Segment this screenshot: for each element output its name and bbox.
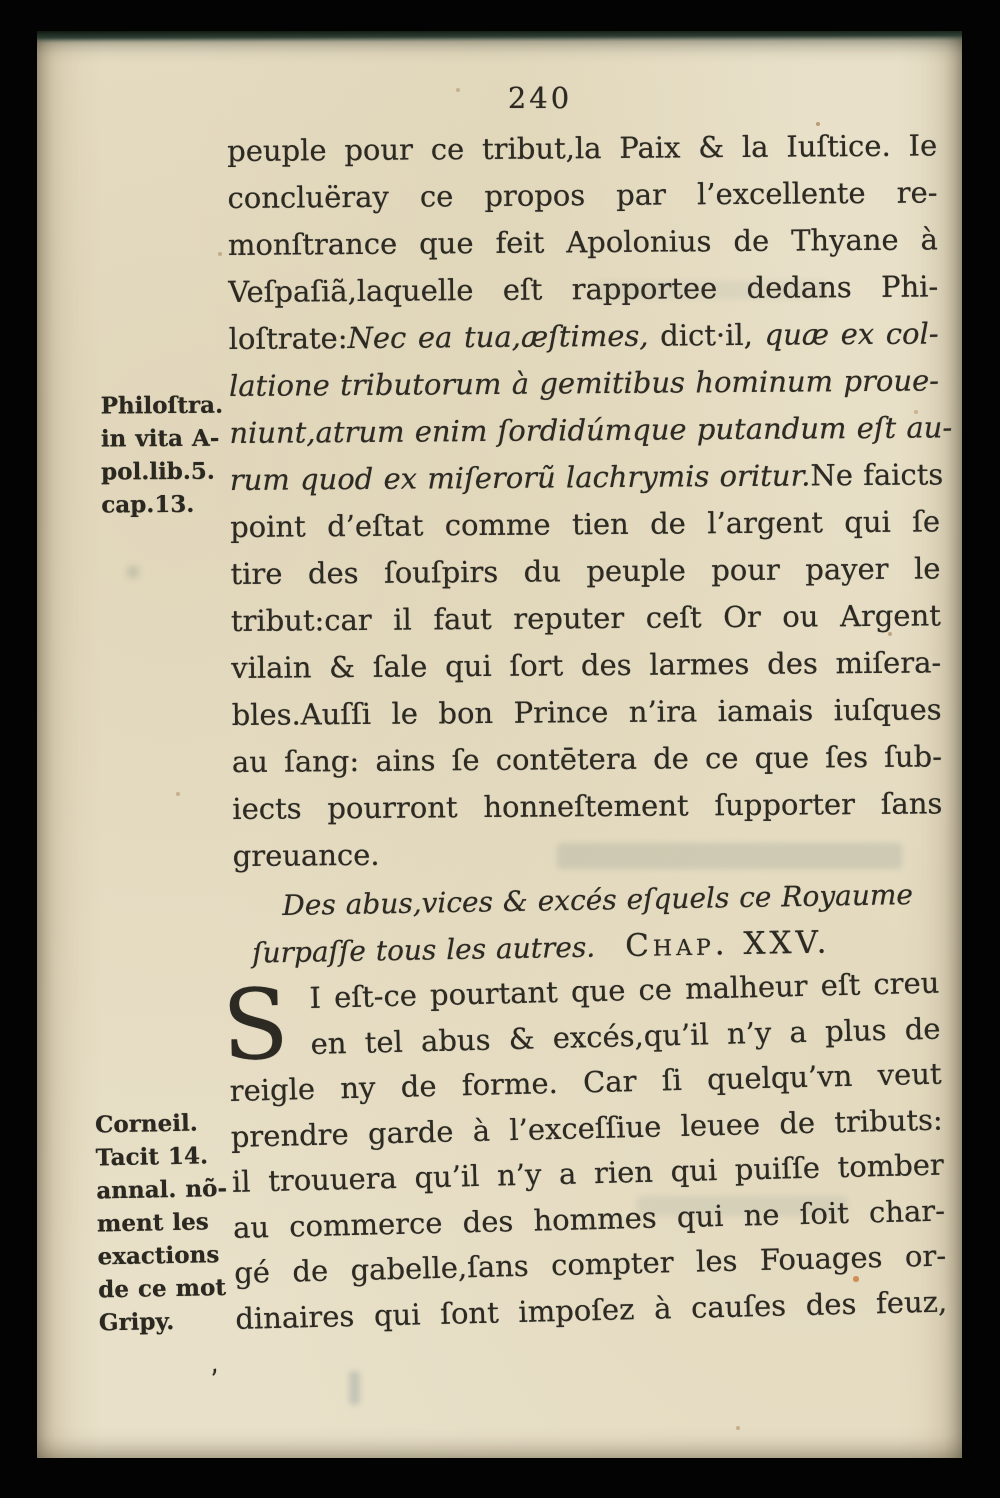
text-line xyxy=(229,357,939,410)
text-segment: latione tributorum à gemitibus hominum proue- xyxy=(228,363,940,403)
text-line xyxy=(101,455,241,489)
text-line xyxy=(230,498,940,551)
text-segment: Des abus,vices & excés eſquels ce Royaume xyxy=(282,878,914,923)
text-segment: exactions xyxy=(97,1241,220,1271)
text-line xyxy=(230,545,940,598)
text-segment: Tacit 14. xyxy=(95,1142,209,1172)
text-segment: pol.lib.5. xyxy=(101,457,215,486)
text-segment: Corneil. xyxy=(94,1109,198,1139)
text-line xyxy=(229,404,953,457)
text-segment: Chap. XXV. xyxy=(624,924,831,965)
text-segment: rum quod ex miſerorũ lachrymis oritur. xyxy=(229,458,811,497)
text-line xyxy=(101,389,241,423)
text-segment: en tel abus & excés,qu’il n’y a plus de xyxy=(310,1011,941,1061)
text-segment: concluëray ce propos par l’excellente re- xyxy=(227,175,938,215)
text-segment: vilain & ſale qui ſort des larmes des miſera- xyxy=(231,645,942,685)
text-line xyxy=(231,639,941,692)
text-line xyxy=(228,310,938,363)
text-segment: cap.13. xyxy=(101,490,195,519)
text-segment: Nec ea tua,æſtimes, xyxy=(347,318,649,356)
text-segment: Gripy. xyxy=(98,1307,175,1337)
text-line xyxy=(229,451,944,504)
text-segment: bles.Auſſi le bon Prince n’ira iamais iuſques xyxy=(231,692,942,732)
text-segment: au commerce des hommes qui ne ſoit char- xyxy=(232,1193,946,1245)
text-segment: gé de gabelle,ſans compter les Fouages or- xyxy=(233,1238,947,1290)
text-line xyxy=(98,1271,249,1307)
text-segment: tribut:car il faut reputer ceſt Or ou Argent xyxy=(230,598,941,638)
chapter-heading xyxy=(227,872,938,976)
text-segment: Philoſtra. xyxy=(100,391,224,420)
text-segment: peuple pour ce tribut,la Paix & la Iuſtice. Ie xyxy=(227,128,938,168)
text-line xyxy=(95,1139,246,1175)
text-line xyxy=(101,422,241,456)
ink-smudge xyxy=(349,1371,360,1405)
text-segment: greuance. xyxy=(232,837,380,873)
text-segment: prendre garde à l’exceſſiue leuee de tributs: xyxy=(230,1102,944,1154)
text-line xyxy=(231,592,941,645)
text-line xyxy=(228,216,938,269)
text-segment: reigle ny de forme. Car ſi quelqu’vn veut xyxy=(229,1056,942,1108)
text-line xyxy=(232,780,942,833)
text-segment: iects pourront honneſtement ſupporter ſans xyxy=(232,786,943,826)
text-segment: point d’eſtat comme tien de l’argent qui ſe xyxy=(230,504,941,544)
text-line xyxy=(232,733,942,786)
text-segment: tire des ſouſpirs du peuple pour payer le xyxy=(230,551,941,591)
text-line xyxy=(233,827,943,880)
text-segment: in vita A- xyxy=(100,424,220,453)
text-segment: Ne faicts xyxy=(810,457,944,493)
stray-ink-mark: ‚ xyxy=(205,1348,221,1380)
text-segment: Veſpaſiã,laquelle eſt rapportee dedans Phi- xyxy=(228,269,939,309)
text-line xyxy=(96,1172,247,1208)
page-number: 240 xyxy=(507,81,573,115)
text-segment: de ce mot xyxy=(98,1273,227,1304)
drop-cap-letter: S xyxy=(220,967,290,1083)
text-line xyxy=(228,263,938,316)
text-segment: ment les xyxy=(96,1208,209,1238)
paragraph-on-tributes xyxy=(227,122,953,880)
text-segment: annal. nõ- xyxy=(96,1174,228,1205)
paragraph-chapter-25 xyxy=(220,961,948,1342)
text-line xyxy=(227,122,937,175)
text-segment: quæ ex col- xyxy=(764,316,939,352)
text-segment: ſurpaſſe tous les autres. xyxy=(251,930,596,970)
page-top-shadow-edge xyxy=(37,31,962,43)
text-segment: loſtrate: xyxy=(228,321,348,356)
book-page xyxy=(37,31,962,1458)
margin-note-tacitus xyxy=(95,1106,249,1340)
margin-note-philostratus xyxy=(101,389,242,522)
text-line xyxy=(97,1238,248,1274)
text-line xyxy=(95,1106,246,1142)
text-segment: au ſang: ains ſe contētera de ce que ſes ſub- xyxy=(231,739,943,779)
text-segment: dinaires qui ſont impoſez à cauſes des feuz, xyxy=(234,1284,948,1336)
text-line xyxy=(99,1304,250,1340)
text-segment: I eſt-ce pourtant que ce malheur eſt creu xyxy=(309,965,940,1015)
text-line xyxy=(101,488,241,522)
paper-specks xyxy=(37,31,39,33)
text-line xyxy=(227,169,937,222)
text-segment: dict·il, xyxy=(648,317,765,353)
text-segment: niunt,atrum enim ſordidúmque putandum eſt au- xyxy=(229,410,953,450)
text-segment: monſtrance que feit Apolonius de Thyane à xyxy=(227,222,939,262)
text-line xyxy=(97,1205,248,1241)
text-segment: il trouuera qu’il n’y a rien qui puiſſe tomber xyxy=(231,1147,945,1199)
text-line xyxy=(231,686,941,739)
